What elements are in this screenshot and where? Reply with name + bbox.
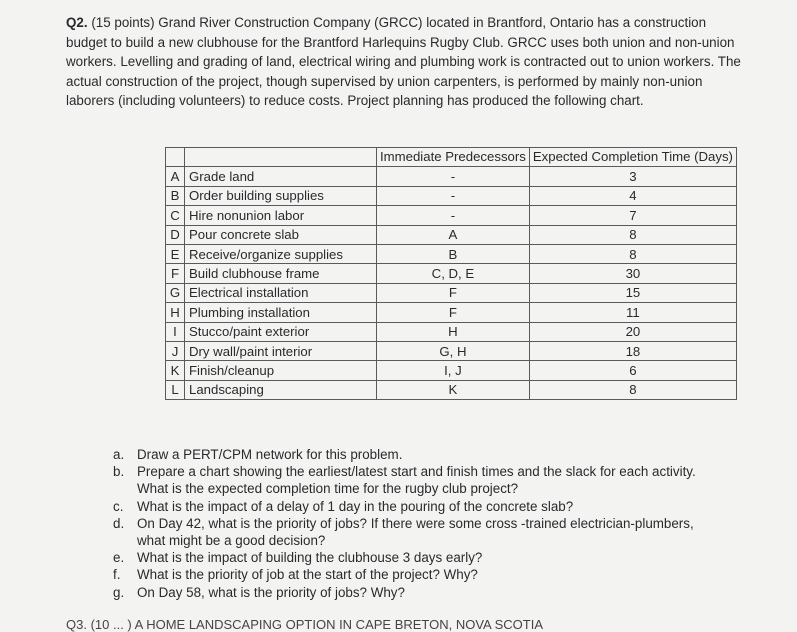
question-label: b. bbox=[113, 464, 125, 480]
activity-name: Plumbing installation bbox=[185, 303, 377, 322]
activity-time: 8 bbox=[529, 244, 736, 263]
problem-text: (15 points) Grand River Construction Company (GRCC) located in Brantford, Ontario has a construction budget to build a new clubhouse for the Brantford Harlequins Rugby Club. GRCC uses both union and non-union workers. Levelling and grading of land, electrical wiring and plumbing work is contracted out to union workers. The actual construction of the project, though supervised by union carpenters, is performed by mainly non-union laborers (including volunteers) to reduce costs. Project planning has produced the following chart. bbox=[66, 15, 741, 109]
activity-name: Build clubhouse frame bbox=[185, 264, 377, 283]
question-text: Prepare a chart showing the earliest/latest start and finish times and the slack for each activity. What is the expected completion time for the rugby club project? bbox=[137, 464, 696, 497]
question-text: What is the impact of building the clubhouse 3 days early? bbox=[137, 550, 483, 566]
question-text: Draw a PERT/CPM network for this problem. bbox=[137, 447, 403, 462]
activity-time: 18 bbox=[529, 341, 736, 360]
cutoff-next-question: Q3. (10 ... ) A HOME LANDSCAPING OPTION IN CAPE BRETON, NOVA SCOTIA bbox=[66, 617, 544, 632]
activity-letter: B bbox=[166, 186, 185, 205]
table-row bbox=[166, 264, 737, 283]
activity-letter: C bbox=[166, 206, 185, 225]
activity-time: 8 bbox=[529, 380, 736, 399]
question-item bbox=[113, 549, 713, 566]
activity-predecessors: C, D, E bbox=[377, 264, 530, 283]
problem-label: Q2. bbox=[66, 15, 88, 30]
question-text: What is the impact of a delay of 1 day in the pouring of the concrete slab? bbox=[137, 498, 574, 514]
question-label: d. bbox=[113, 515, 125, 531]
activity-time: 30 bbox=[529, 264, 736, 283]
question-label: a. bbox=[113, 447, 125, 462]
activity-letter: J bbox=[166, 341, 185, 360]
header-activity bbox=[185, 148, 377, 167]
table-row bbox=[166, 186, 737, 205]
activity-letter: F bbox=[166, 264, 185, 283]
activity-predecessors: K bbox=[377, 380, 530, 399]
table-row bbox=[166, 225, 737, 244]
activity-letter: L bbox=[166, 380, 185, 399]
activity-letter: K bbox=[166, 361, 185, 380]
activity-name: Grade land bbox=[185, 167, 377, 186]
table-row bbox=[166, 283, 737, 302]
activity-name: Order building supplies bbox=[185, 186, 377, 205]
table-row bbox=[166, 167, 737, 186]
activity-name: Stucco/paint exterior bbox=[185, 322, 377, 341]
activity-predecessors: - bbox=[377, 167, 530, 186]
header-time: Expected Completion Time (Days) bbox=[529, 148, 736, 167]
question-text: What is the priority of job at the start of the project? Why? bbox=[137, 567, 478, 583]
activity-letter: D bbox=[166, 225, 185, 244]
activity-letter: I bbox=[166, 322, 185, 341]
problem-statement bbox=[66, 13, 742, 111]
activity-predecessors: H bbox=[377, 322, 530, 341]
activity-name: Pour concrete slab bbox=[185, 225, 377, 244]
activity-time: 11 bbox=[529, 303, 736, 322]
table-header-row bbox=[166, 148, 737, 167]
question-item bbox=[113, 566, 713, 583]
question-item bbox=[113, 498, 713, 515]
table-row bbox=[166, 244, 737, 263]
activity-predecessors: I, J bbox=[377, 361, 530, 380]
activity-letter: G bbox=[166, 283, 185, 302]
question-text: On Day 58, what is the priority of jobs? Why? bbox=[137, 584, 405, 600]
activity-time: 6 bbox=[529, 361, 736, 380]
question-label: g. bbox=[113, 584, 125, 600]
activity-table bbox=[165, 147, 737, 400]
table-row bbox=[166, 361, 737, 380]
table-row bbox=[166, 341, 737, 360]
header-letter bbox=[166, 148, 185, 167]
activity-time: 7 bbox=[529, 206, 736, 225]
table-row bbox=[166, 322, 737, 341]
activity-predecessors: F bbox=[377, 283, 530, 302]
activity-name: Hire nonunion labor bbox=[185, 206, 377, 225]
activity-predecessors: F bbox=[377, 303, 530, 322]
question-item bbox=[113, 584, 713, 601]
activity-time: 15 bbox=[529, 283, 736, 302]
table-row bbox=[166, 380, 737, 399]
activity-predecessors: - bbox=[377, 186, 530, 205]
activity-letter: H bbox=[166, 303, 185, 322]
activity-letter: A bbox=[166, 167, 185, 186]
question-item bbox=[113, 446, 713, 463]
activity-name: Electrical installation bbox=[185, 283, 377, 302]
question-label: f. bbox=[113, 567, 121, 583]
activity-time: 20 bbox=[529, 322, 736, 341]
activity-predecessors: - bbox=[377, 206, 530, 225]
question-label: e. bbox=[113, 550, 125, 566]
activity-predecessors: G, H bbox=[377, 341, 530, 360]
table-row bbox=[166, 206, 737, 225]
activity-time: 3 bbox=[529, 167, 736, 186]
activity-name: Finish/cleanup bbox=[185, 361, 377, 380]
question-item bbox=[113, 515, 713, 549]
question-label: c. bbox=[113, 498, 124, 514]
activity-name: Landscaping bbox=[185, 380, 377, 399]
question-item bbox=[113, 463, 713, 497]
activity-name: Receive/organize supplies bbox=[185, 244, 377, 263]
activity-predecessors: A bbox=[377, 225, 530, 244]
activity-time: 4 bbox=[529, 186, 736, 205]
question-list bbox=[113, 446, 713, 601]
question-text: On Day 42, what is the priority of jobs? If there were some cross -trained electrician-plumbers, what might be a good decision? bbox=[137, 515, 694, 549]
activity-letter: E bbox=[166, 244, 185, 263]
activity-predecessors: B bbox=[377, 244, 530, 263]
table-row bbox=[166, 303, 737, 322]
header-predecessors: Immediate Predecessors bbox=[377, 148, 530, 167]
activity-name: Dry wall/paint interior bbox=[185, 341, 377, 360]
activity-time: 8 bbox=[529, 225, 736, 244]
